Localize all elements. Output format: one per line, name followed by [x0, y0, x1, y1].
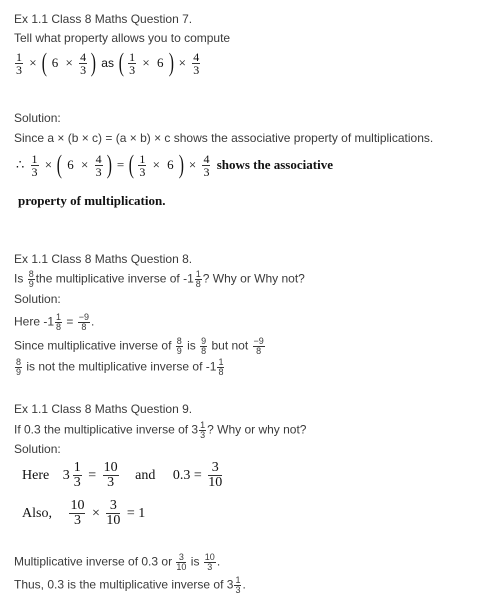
q8-here-line — [14, 313, 94, 332]
times-sign: × — [44, 157, 53, 172]
fraction: $\frac{8}{9}$ — [16, 357, 22, 377]
text: ? Why or Why not? — [202, 271, 305, 286]
fraction: $\frac{10}{3}$ — [204, 552, 215, 572]
fraction: $\frac{1}{3}$ — [129, 49, 136, 77]
text: . — [91, 314, 95, 329]
fraction: $\frac{1}{8}$ — [195, 269, 201, 289]
fraction: $\frac{10}{3}$ — [70, 498, 85, 528]
times-sign: × — [178, 55, 186, 70]
number: 6 — [167, 157, 174, 172]
fraction: $\frac{8}{9}$ — [176, 336, 182, 356]
text: is — [187, 338, 196, 353]
q9-mi-line — [14, 553, 220, 572]
fraction: $\frac{1}{3}$ — [235, 575, 241, 595]
q7-therefore-row — [14, 152, 335, 178]
therefore-sign: ∴ — [16, 157, 25, 172]
number: 3 — [62, 467, 70, 483]
q9-solution-label: Solution: — [14, 442, 61, 456]
fraction: $\frac{9}{8}$ — [201, 336, 207, 356]
shows-text: shows the associative — [216, 157, 333, 172]
number: 6 — [51, 55, 59, 70]
q7-expression — [14, 50, 201, 76]
fraction: $\frac{1}{3}$ — [73, 460, 81, 490]
fraction: $\frac{4}{3}$ — [80, 49, 87, 77]
text: Is — [14, 271, 24, 286]
text: ? Why or why not? — [207, 422, 307, 437]
fraction: $\frac{-9}{8}$ — [253, 336, 264, 356]
text: the multiplicative inverse of -1 — [35, 271, 194, 286]
fraction: $\frac{3}{10}$ — [106, 498, 121, 528]
q9-question — [14, 421, 306, 440]
text: and — [135, 467, 156, 483]
text: but not — [211, 338, 249, 353]
times-sign: × — [188, 157, 197, 172]
times-sign: × — [29, 55, 37, 70]
fraction: $\frac{8}{9}$ — [28, 269, 34, 289]
q7-statement: Since a × (b × c) = (a × b) × c shows the associative property of multiplications. — [14, 131, 434, 145]
q9-thus-line — [14, 576, 246, 595]
fraction: $\frac{3}{10}$ — [208, 460, 223, 490]
times-sign: × — [142, 55, 150, 70]
times-sign: × — [65, 55, 73, 70]
as-word: as — [101, 56, 114, 70]
text: Since multiplicative inverse of — [14, 338, 172, 353]
fraction: $\frac{1}{8}$ — [56, 312, 62, 332]
open-paren: ( — [129, 150, 135, 179]
number: 6 — [67, 157, 74, 172]
text: Here — [22, 467, 50, 483]
text: = 1 — [126, 505, 146, 521]
equals-sign: = — [116, 157, 125, 172]
q9-also-row — [20, 499, 147, 528]
fraction: $\frac{1}{3}$ — [200, 420, 206, 440]
fraction: $\frac{1}{3}$ — [16, 49, 22, 77]
times-sign: × — [81, 157, 89, 172]
times-sign: × — [152, 157, 160, 172]
text: Here -1 — [14, 314, 55, 329]
text: . — [216, 554, 221, 569]
text: Thus, 0.3 is the multiplicative inverse of 3 — [14, 577, 234, 592]
open-paren: ( — [57, 150, 63, 179]
fraction: $\frac{3}{10}$ — [176, 552, 187, 572]
q8-solution-label: Solution: — [14, 292, 61, 306]
close-paren: ) — [168, 48, 174, 77]
fraction: $\frac{4}{3}$ — [95, 151, 102, 179]
q9-heading: Ex 1.1 Class 8 Maths Question 9. — [14, 402, 193, 416]
q7-property-line: property of multiplication. — [18, 193, 166, 208]
text: Multiplicative inverse of 0.3 or — [14, 554, 173, 569]
fraction: $\frac{1}{3}$ — [139, 151, 146, 179]
q8-question — [14, 270, 305, 289]
text: If 0.3 the multiplicative inverse of 3 — [14, 422, 199, 437]
fraction: $\frac{4}{3}$ — [193, 49, 200, 77]
times-sign: × — [91, 505, 100, 521]
close-paren: ) — [178, 150, 184, 179]
q9-here-row — [20, 461, 223, 490]
text: 0.3 = — [172, 467, 202, 483]
text: is — [190, 554, 200, 569]
fraction: $\frac{1}{3}$ — [31, 151, 38, 179]
open-paren: ( — [118, 48, 125, 77]
q8-conclusion-line — [14, 358, 225, 377]
q8-since-line — [14, 337, 266, 356]
q7-solution-label: Solution: — [14, 111, 61, 125]
text: is not the multiplicative inverse of -1 — [26, 359, 217, 374]
fraction: $\frac{4}{3}$ — [203, 151, 210, 179]
close-paren: ) — [91, 48, 97, 77]
close-paren: ) — [106, 150, 112, 179]
q8-heading: Ex 1.1 Class 8 Maths Question 8. — [14, 252, 193, 266]
fraction: $\frac{-9}{8}$ — [78, 312, 89, 332]
open-paren: ( — [41, 48, 47, 77]
q7-prompt: Tell what property allows you to compute — [14, 31, 231, 45]
fraction: $\frac{10}{3}$ — [103, 460, 118, 490]
q7-heading: Ex 1.1 Class 8 Maths Question 7. — [14, 12, 193, 26]
number: 6 — [156, 55, 164, 70]
text: Also, — [22, 505, 52, 521]
text: . — [242, 577, 246, 592]
fraction: $\frac{1}{8}$ — [218, 357, 224, 377]
equals-sign: = — [88, 467, 97, 483]
equals-sign: = — [66, 314, 74, 329]
